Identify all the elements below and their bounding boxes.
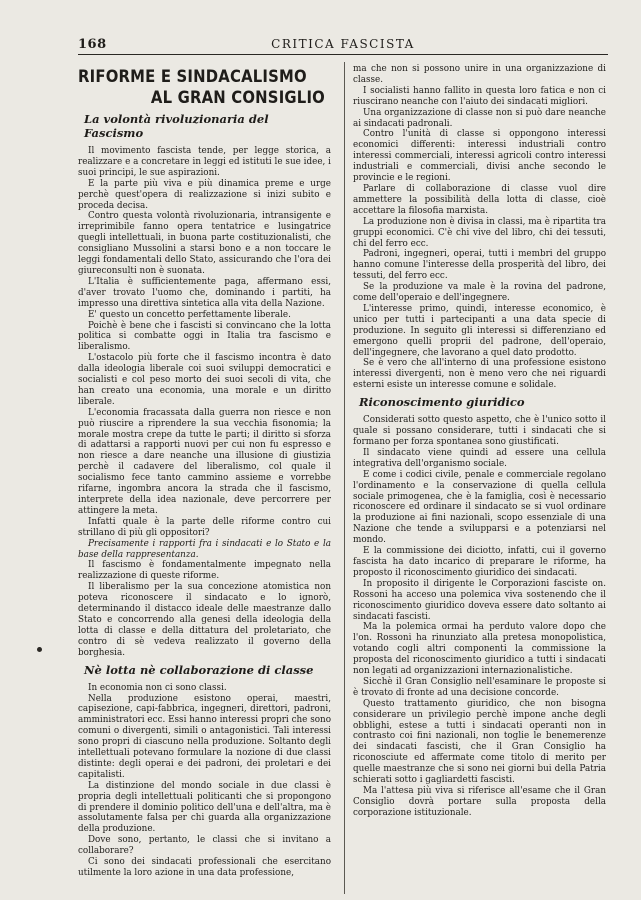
paragraph: L'economia fracassata dalla guerra non riesce e non può riuscire a riprendere la sua vecchia fisonomia; la morale mostra crepe da tutte le parti; il diritto si sforza di adattarsi a rapporti nuovi per cui non fu espresso e non riesce a dare neanche una illusione di giustizia perchè il cadavere del liberalismo, col quale il socialismo fece tanto cammino assieme e vorrebbe rifarne, ingombra ancora la strada che il fascismo, interprete della idea nazionale, deve percorrere per attingere la meta.: [78, 407, 331, 516]
article-title-line1: RIFORME E SINDACALISMO: [78, 67, 307, 86]
paragraph: Padroni, ingegneri, operai, tutti i membri del gruppo hanno comune l'interesse della prosperità del libro, dei tessuti, del ferro ecc.: [353, 249, 606, 282]
article-title-line2: AL GRAN CONSIGLIO: [150, 88, 325, 107]
page-number: 168: [78, 37, 107, 52]
paragraph: ma che non si possono unire in una organizzazione di classe.: [353, 64, 606, 85]
paragraph: Il liberalismo per la sua concezione atomistica non poteva riconoscere il sindacato e lo ignorò, determinando il distacco ideale delle maestranze dallo Stato e concorrendo alla genesi della ideologia della lotta di classe e della dittatura del proletariato, che contro di sè vedeva realizzato il governo della borghesia.: [78, 582, 331, 658]
running-title: CRITICA FASCISTA: [271, 37, 415, 51]
paragraph: Considerati sotto questo aspetto, che è l'unico sotto il quale si possano considerare, tutti i sindacati che si formano per forza spontanea sono giustificati.: [353, 415, 606, 447]
paragraph: L'ostacolo più forte che il fascismo incontra è dato dalla ideologia liberale coi suoi sviluppi democratici e socialisti e col peso morto dei suoi secoli di vita, che han creato una economia, una morale e un diritto liberale.: [78, 353, 331, 407]
page-header: [78, 37, 608, 57]
paragraph: Ci sono dei sindacati professionali che esercitano utilmente la loro azione in una data professione,: [78, 857, 331, 878]
column-divider: [344, 62, 345, 894]
paragraph: Poichè è bene che i fascisti si convincano che la lotta politica si combatte oggi in Italia tra fascismo e liberalismo.: [78, 320, 331, 353]
paragraph: Ma l'attesa più viva si riferisce all'esame che il Gran Consiglio dovrà portare sulla proposta della corporazione istituzionale.: [353, 786, 606, 818]
paragraph: Se è vero che all'interno di una professione esistono interessi divergenti, non è meno vero che nei riguardi esterni esiste un interesse comune e solidale.: [353, 358, 606, 391]
paragraph: E la commissione dei diciotto, infatti, cui il governo fascista ha dato incarico di preparare le riforme, ha proposto il riconoscimento giuridico dei sindacati.: [353, 546, 606, 578]
paragraph: E come i codici civile, penale e commerciale regolano l'ordinamento e la conservazione di quella cellula sociale primogenea, che è la famiglia, così è necessario riconoscere ed ordinare il sindacato se si vuol ordinare la produzione ai fini nazionali, scopo essenziale di una Nazione che tende a svilupparsi e a potenziarsi nel mondo.: [353, 469, 606, 546]
paragraph: Ma la polemica ormai ha perduto valore dopo che l'on. Rossoni ha rinunziato alla pretesa monopolistica, votando cogli altri componenti la commissione la proposta del riconoscimento giuridico a tutti i sindacati non legati ad organizzazioni internazionalistiche.: [353, 622, 606, 677]
paragraph: Contro l'unità di classe si oppongono interessi economici differenti: interessi industriali contro interessi commerciali, interessi agricoli contro interessi industriali e commerciali, divisi anche secondo le provincie e le regioni.: [353, 129, 606, 184]
margin-dot: [37, 647, 42, 652]
paragraph: Se la produzione va male è la rovina del padrone, come dell'operaio e dell'ingegnere.: [353, 282, 606, 304]
paragraph: Contro questa volontà rivoluzionaria, intransigente e irreprimibile fanno opera tentatrice e lusingatrice quegli intellettuali, in buona parte costituzionalisti, che consigliano Mussolini a starsi bono e a non toccare le leggi fondamentali dello Stato, assicurando che l'ora dei giureconsulti non è suonata.: [78, 211, 331, 276]
paragraph: Il movimento fascista tende, per legge storica, a realizzare e a concretare in leggi ed istituti le sue idee, i suoi principi, le sue aspirazioni.: [78, 146, 331, 178]
paragraph: La distinzione del mondo sociale in due classi è propria degli intellettuali politicanti che si propongono di prendere il dominio politico dell'una e dell'altra, ma è assolutamente falsa per chi guarda alla organizzazione della produzione.: [78, 780, 331, 835]
paragraph: Infatti quale è la parte delle riforme contro cui strillano di più gli oppositori?: [78, 516, 331, 538]
paragraph: I socialisti hanno fallito in questa loro fatica e non ci riuscirano neanche con l'aiuto dei sindacati migliori.: [353, 85, 606, 107]
section-heading: La volontà rivoluzionaria del Fascismo: [84, 112, 269, 140]
paragraph: Una organizzazione di classe non si può dare neanche ai sindacati padronali.: [353, 107, 606, 129]
section-heading: Nè lotta nè collaborazione di classe: [84, 662, 314, 677]
paragraph: L'Italia è sufficientemente paga, affermano essi, d'aver trovato l'uomo che, dominando i partiti, ha impresso una direttiva sintetica alla vita della Nazione.: [78, 276, 331, 309]
paragraph: Dove sono, pertanto, le classi che si invitano a collaborare?: [78, 835, 331, 857]
paragraph: L'interesse primo, quindi, interesse economico, è unico per tutti i partecipanti a una data specie di produzione. In seguito gli interessi si differenziano ed emergono quelli proprii del padrone, dell'operaio, dell'ingegnere, che lavorano a quel dato prodotto.: [353, 303, 606, 358]
paragraph: Questo trattamento giuridico, che non bisogna considerare un privilegio perchè impone anche degli obblighi, estese a tutti i sindacati operanti non in contrasto coi fini nazionali, non toglie le benemerenze dei sindacati fascisti, che il Gran Consiglio ha riconosciute ed affermate come titolo di merito per quelle maestranze che si sono nei giorni bui della Patria schierati sotto i gagliardetti fascisti.: [353, 698, 606, 786]
paragraph: Precisamente i rapporti fra i sindacati e lo Stato e la base della rappresentanza.: [78, 538, 331, 560]
paragraph: In economia non ci sono classi.: [88, 682, 227, 693]
paragraph: E la parte più viva e più dinamica preme e urge perchè quest'opera di realizzazione si inizi subito e proceda decisa.: [78, 178, 331, 211]
header-rule: [78, 54, 608, 55]
section-heading: Riconoscimento giuridico: [359, 395, 525, 410]
paragraph: Il sindacato viene quindi ad essere una cellula integrativa dell'organismo sociale.: [353, 447, 606, 469]
paragraph: La produzione non è divisa in classi, ma è ripartita tra gruppi economici. C'è chi vive del libro, chi dei tessuti, chi del ferro ecc.: [353, 216, 606, 249]
paragraph: In proposito il dirigente le Corporazioni fasciste on. Rossoni ha acceso una polemica viva sostenendo che il riconoscimento giuridico doveva essere dato soltanto ai sindacati fascisti.: [353, 578, 606, 622]
paragraph: E' questo un concetto perfettamente liberale.: [88, 309, 291, 320]
paragraph: Nella produzione esistono operai, maestri, capisezione, capi-fabbrica, ingegneri, direttori, padroni, amministratori ecc. Essi hanno interessi propri che sono comuni o divergenti, simili o antagonistici. Tali interessi sono propri di ciascuno nella produzione. Soltanto degli intellettuali potevano formulare la nozione di due classi distinte: degli operai e dei padroni, dei proletari e dei capitalisti.: [78, 693, 331, 780]
left-column: [78, 64, 331, 894]
paragraph: Il fascismo è fondamentalmente impegnato nella realizzazione di queste riforme.: [78, 560, 331, 582]
right-column: [353, 64, 606, 894]
paragraph: Parlare di collaborazione di classe vuol dire ammettere la possibilità della lotta di classe, cioè accettare la filosofia marxista.: [353, 183, 606, 216]
paragraph: Sicchè il Gran Consiglio nell'esaminare le proposte si è trovato di fronte ad una decisione concorde.: [353, 676, 606, 698]
